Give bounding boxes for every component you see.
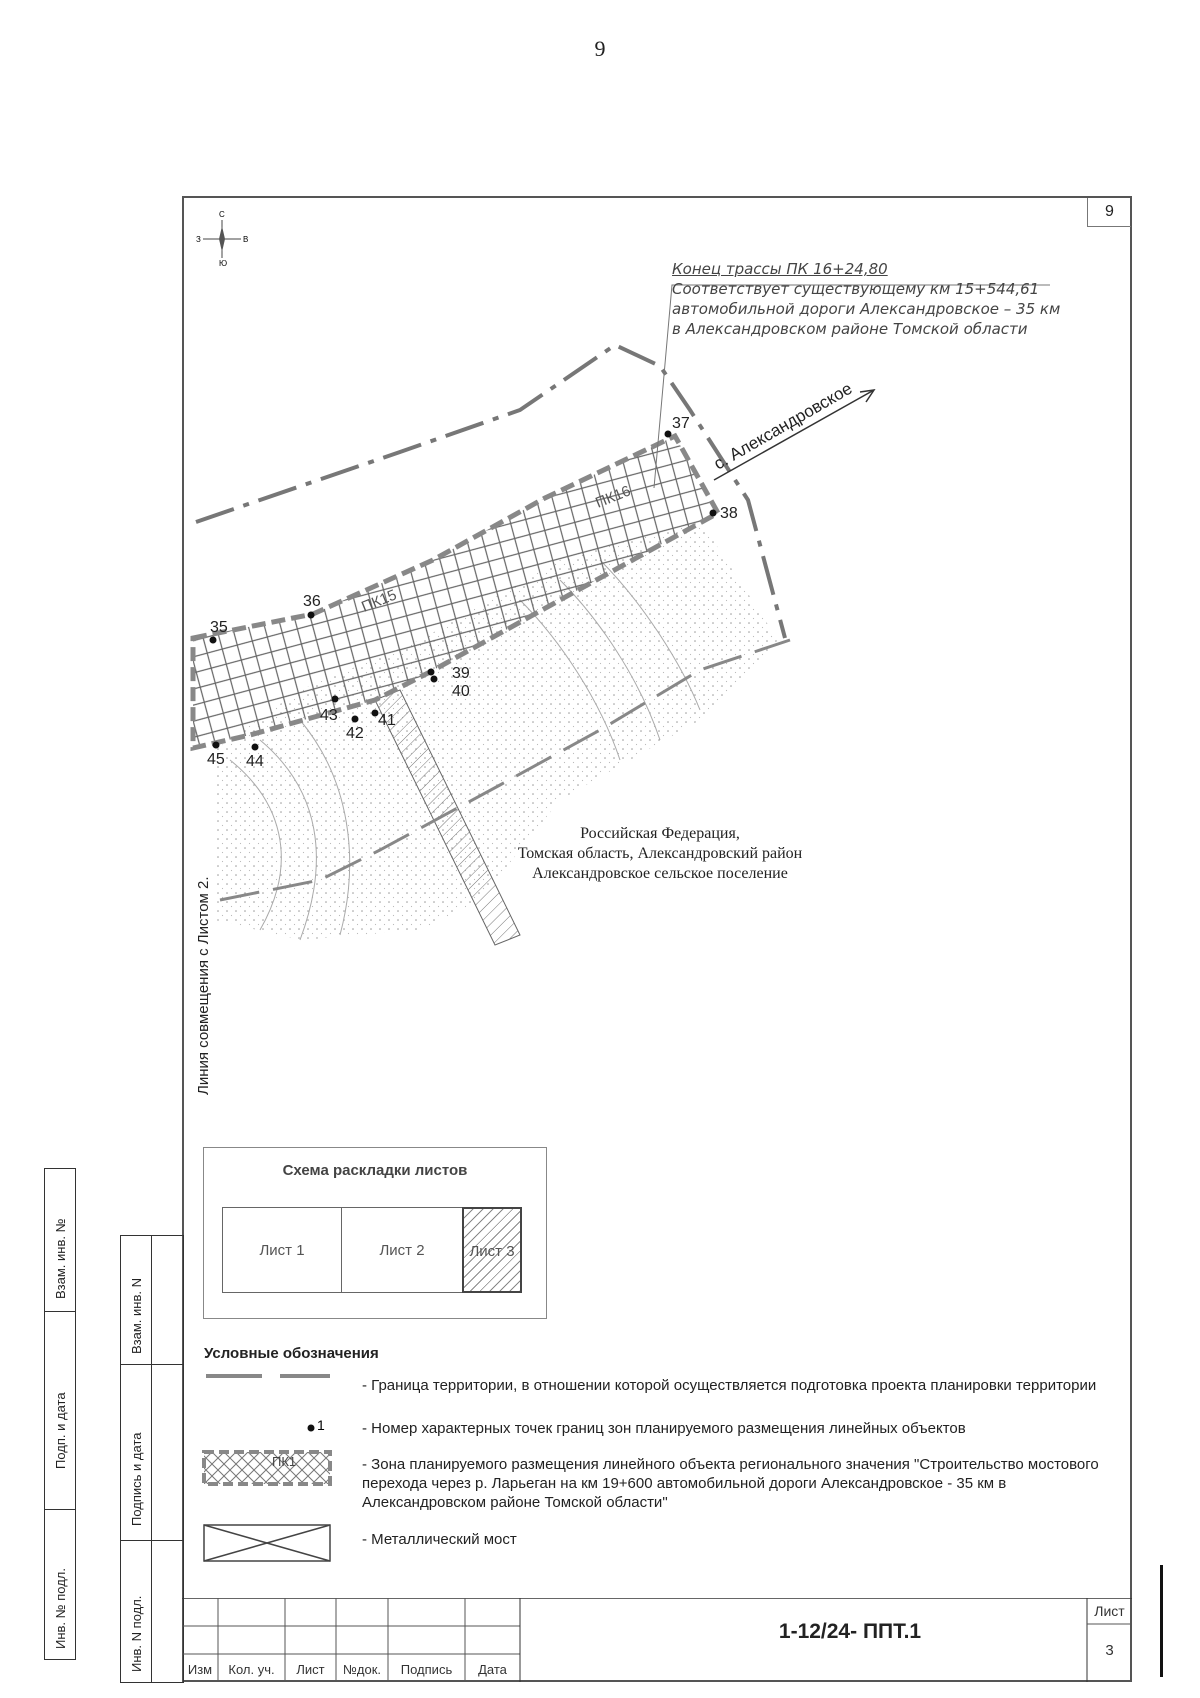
tb-sheet-value: 3 — [1105, 1642, 1114, 1659]
inner-stamp-label: Инв. N подл. — [129, 1595, 144, 1672]
point-label: 35 — [210, 619, 228, 636]
sheet-corner-number: 9 — [1087, 198, 1131, 227]
bridge-symbol-icon — [204, 1525, 330, 1561]
tb-col-data: Дата — [478, 1662, 507, 1677]
tb-col-izm: Изм — [187, 1662, 213, 1677]
region-line: Российская Федерация, — [580, 825, 740, 842]
compass-south: Ю — [219, 259, 228, 268]
document-code: 1-12/24- ППТ.1 — [778, 1620, 922, 1643]
tb-col-podpis: Подпись — [400, 1662, 453, 1677]
legend-title: Условные обозначения — [204, 1345, 379, 1362]
point-label: 39 — [452, 665, 470, 682]
page-number: 9 — [594, 36, 606, 61]
compass-west: З — [196, 235, 201, 244]
outer-stamp-label: Взам. инв. № — [53, 1218, 68, 1299]
legend-item-bridge: - Металлический мост — [362, 1531, 517, 1548]
scheme-sheet-3: Лист 3 — [462, 1207, 522, 1293]
point-label: 37 — [672, 415, 690, 432]
scheme-sheet-1: Лист 1 — [222, 1207, 342, 1293]
callout-line: в Александровском районе Томской области — [672, 320, 1028, 338]
region-line: Александровское сельское поселение — [532, 865, 788, 882]
callout-text — [672, 259, 1060, 339]
point-label: 38 — [720, 505, 738, 522]
tb-col-kol: Кол. уч. — [228, 1662, 275, 1677]
compass-rose-icon — [196, 210, 248, 268]
legend-item-point: - Номер характерных точек границ зон планируемого размещения линейных объектов — [362, 1420, 966, 1437]
compass-north: С — [219, 210, 225, 219]
point-label: 45 — [207, 751, 225, 768]
zone-symbol-icon — [204, 1452, 330, 1484]
inner-stamp — [120, 1235, 184, 1683]
point-label: 36 — [303, 593, 321, 610]
match-line-label: Линия совмещения с Листом 2. — [195, 876, 212, 1095]
point-symbol-icon — [308, 1425, 315, 1432]
region-line: Томская область, Александровский район — [517, 845, 803, 862]
scheme-title: Схема раскладки листов — [282, 1162, 468, 1179]
outer-stamp-label: Инв. № подл. — [53, 1568, 68, 1649]
inner-stamp-label: Взам. инв. N — [129, 1278, 144, 1354]
legend-item-boundary: - Граница территории, в отношении которой осуществляется подготовка проекта планировки территории — [362, 1377, 1097, 1394]
road-label: с. Александровское — [710, 378, 856, 474]
point-label: 40 — [452, 683, 470, 700]
legend-zone-label: ПК1 — [272, 1454, 297, 1469]
page-edge-marker — [1160, 1565, 1163, 1677]
legend-symbols — [200, 1368, 340, 1578]
point-label: 44 — [246, 753, 264, 770]
pk16-label: ПК16 — [593, 482, 634, 512]
legend-item-zone: - Зона планируемого размещения линейного объекта регионального значения "Строительство мостового перехода через р. Ларьеган на км 19+600 автомобильной дороги Александровское - 35 км в Александровском районе Томской области" — [362, 1456, 1099, 1511]
callout-line: Конец трассы ПК 16+24,80 — [672, 260, 888, 278]
road-arrow-icon — [714, 390, 874, 480]
tb-col-list: Лист — [296, 1662, 325, 1677]
inner-stamp-label: Подпись и дата — [129, 1432, 144, 1526]
sheet-layout-scheme — [203, 1147, 547, 1319]
point-label: 42 — [346, 725, 364, 742]
scheme-sheet-2: Лист 2 — [341, 1207, 463, 1293]
tb-col-ndok: №док. — [342, 1662, 382, 1677]
callout-line: Соответствует существующему км 15+544,61 — [672, 280, 1040, 298]
outer-stamp-label: Подп. и дата — [53, 1392, 68, 1469]
point-label: 43 — [320, 707, 338, 724]
point-label: 41 — [378, 712, 396, 729]
pk15-label: ПК15 — [359, 586, 400, 616]
callout-line: автомобильной дороги Александровское – 35 км — [672, 300, 1061, 318]
tb-sheet-label: Лист — [1094, 1603, 1125, 1619]
compass-east: В — [243, 235, 249, 244]
region-label — [470, 824, 850, 884]
outer-stamp — [44, 1168, 76, 1660]
legend-point-label: 1 — [317, 1417, 325, 1433]
